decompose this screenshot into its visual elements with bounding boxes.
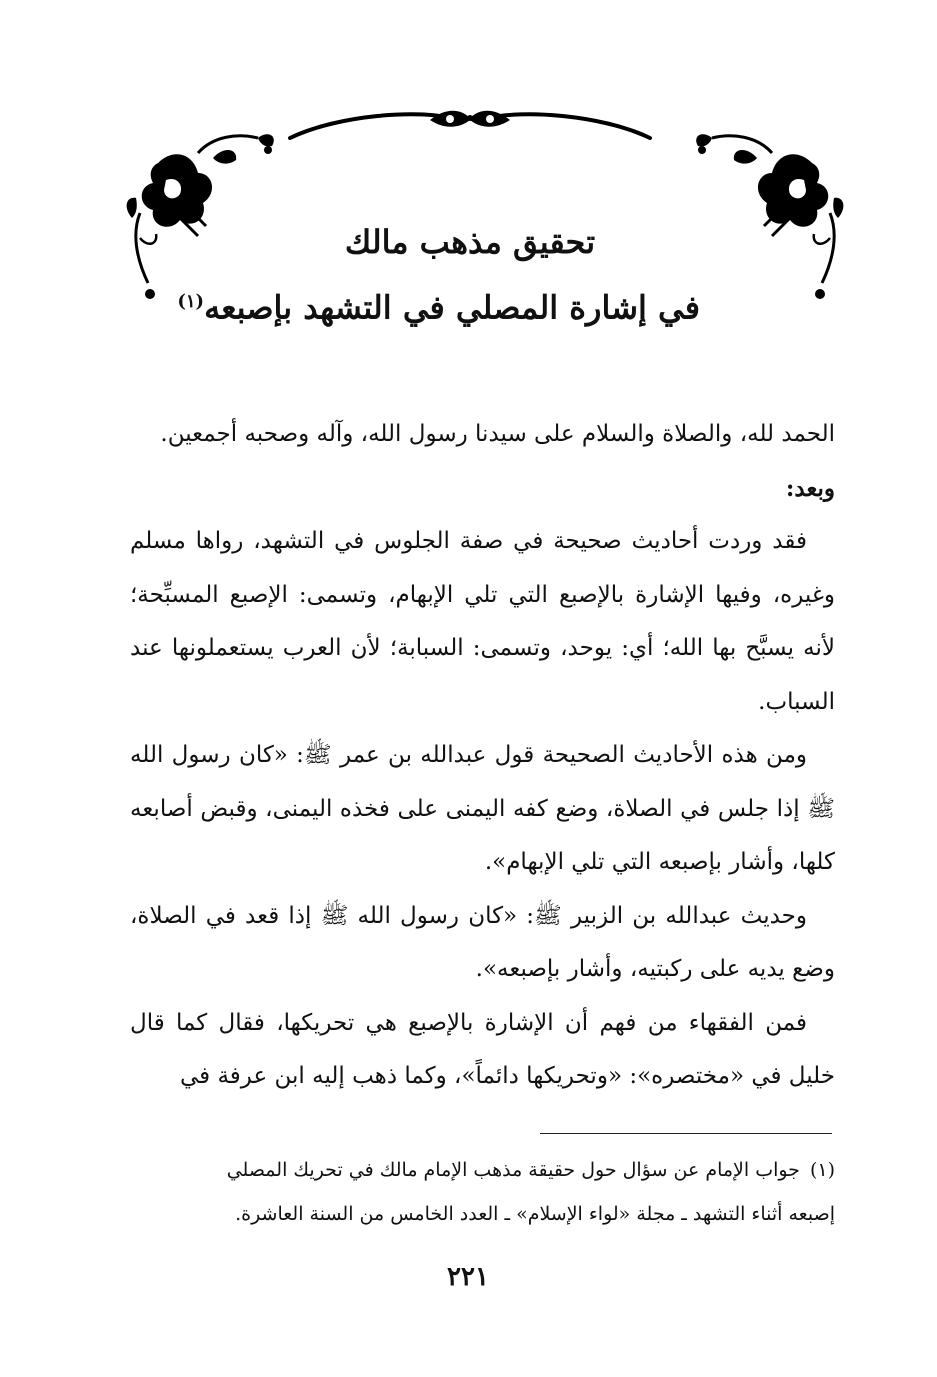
paragraph-ibn-umar: ومن هذه الأحاديث الصحيحة قول عبدالله بن عمر ﷺ: «كان رسول الله ﷺ إذا جلس في الصلاة، وضع كفه اليمنى على فخذه اليمنى، وقبض أصابعه كلها، وأشار بإصبعه التي تلي الإبهام». — [130, 742, 835, 875]
title-line-2-text: في إشارة المصلي في التشهد بإصبعه — [204, 288, 700, 327]
page-number: ٢٢١ — [447, 1262, 489, 1292]
paragraph-transition: وبعد: — [785, 474, 835, 502]
footnote-line-2: إصبعه أثناء التشهد ـ مجلة «لواء الإسلام» ـ العدد الخامس من السنة العاشرة. — [235, 1203, 835, 1225]
scroll-flourish-icon — [280, 104, 660, 144]
title-line-2 — [177, 272, 700, 338]
body-text — [130, 408, 835, 1104]
footnote-divider — [540, 1133, 832, 1134]
paragraph-ibn-zubayr: وحديث عبدالله بن الزبير ﷺ: «كان رسول الله ﷺ إذا قعد في الصلاة، وضع يديه على ركبتيه، وأشار بإصبعه». — [130, 902, 835, 982]
paragraph-fuqaha: فمن الفقهاء من فهم أن الإشارة بالإصبع هي تحريكها، فقال كما قال خليل في «مختصره»: «وتحريكها دائماً»، وكما ذهب إليه ابن عرفة في — [130, 1009, 835, 1089]
paragraph-hadith-intro: فقد وردت أحاديث صحيحة في صفة الجلوس في التشهد، رواها مسلم وغيره، وفيها الإشارة بالإصبع التي تلي الإبهام، وتسمى: الإصبع المسبِّحة؛ لأنه يسبَّح بها الله؛ أي: يوحد، وتسمى: السبابة؛ لأن العرب يستعملونها عند السباب. — [130, 528, 835, 715]
floral-corner-right-icon — [682, 118, 852, 308]
chapter-title — [177, 212, 700, 338]
paragraph-opening: الحمد لله، والصلاة والسلام على سيدنا رسول الله، وآله وصحبه أجمعين. — [160, 421, 835, 447]
footnote-line-1 — [130, 1148, 835, 1192]
footnote-text-1: جواب الإمام عن سؤال حول حقيقة مذهب الإمام مالك في تحريك المصلي — [226, 1159, 800, 1181]
footnote-number: (١) — [809, 1159, 835, 1181]
title-line-1: تحقيق مذهب مالك — [344, 223, 596, 261]
title-footnote-marker: (١) — [177, 291, 205, 312]
footnote — [130, 1148, 835, 1236]
